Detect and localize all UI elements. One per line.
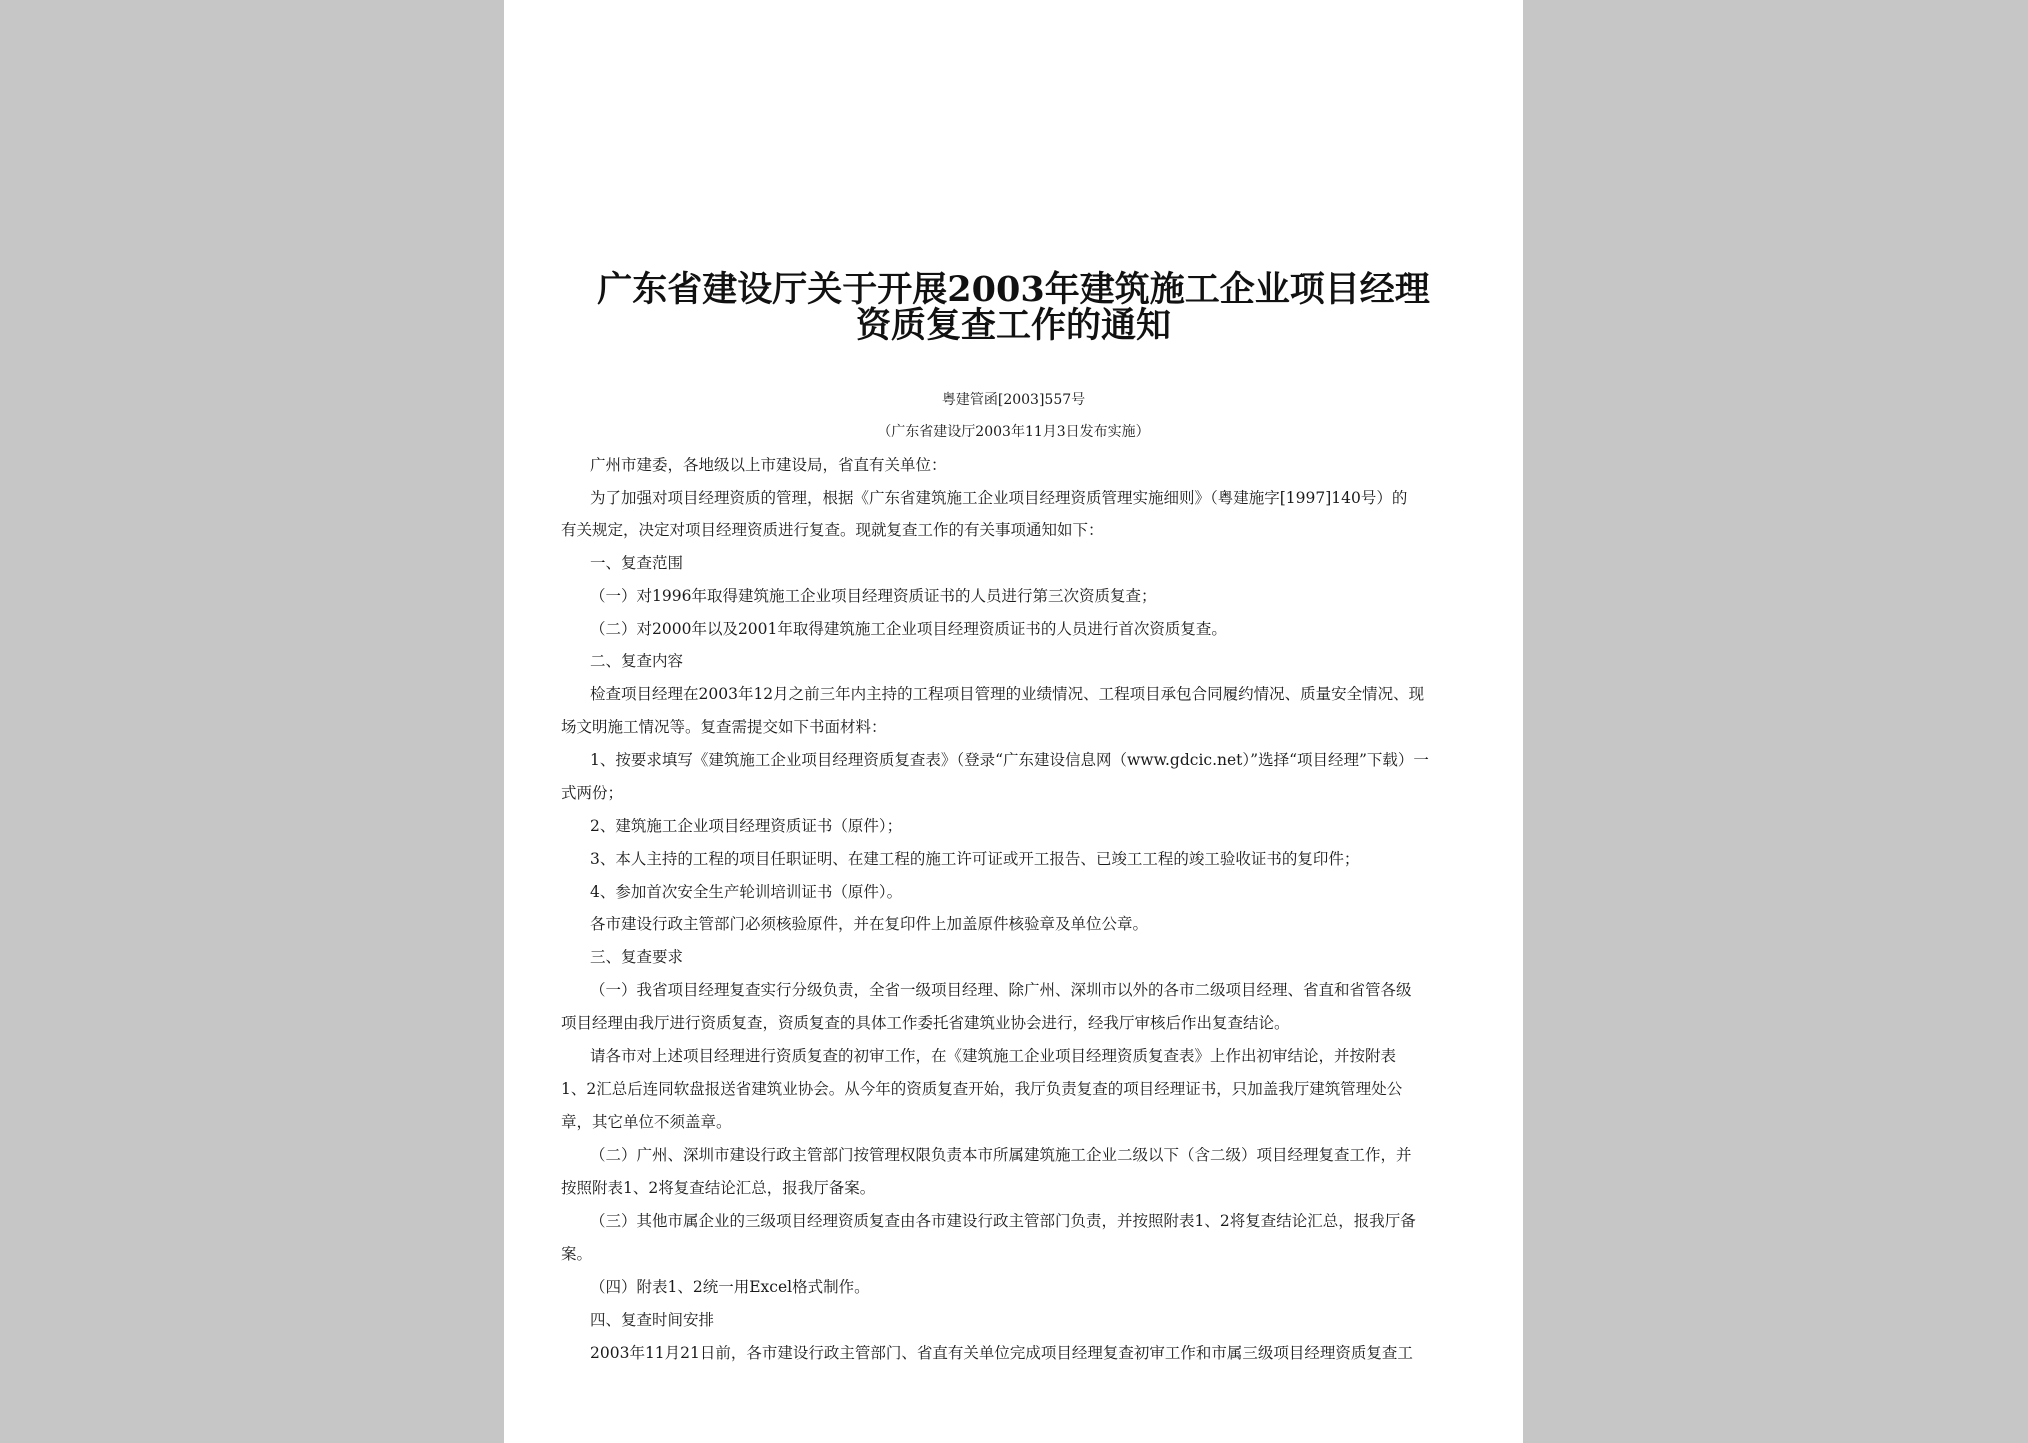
scope-item-2: （二）对2000年以及2001年取得建筑施工企业项目经理资质证书的人员进行首次资质复查。 <box>590 620 1227 638</box>
material-item-3: 3、本人主持的工程的项目任职证明、在建工程的施工许可证或开工报告、已竣工工程的竣工验收证书的复印件； <box>590 850 1360 868</box>
section-heading-scope: 一、复查范围 <box>590 554 684 572</box>
material-item-2: 2、建筑施工企业项目经理资质证书（原件）； <box>590 817 903 835</box>
content-paragraph-line2: 场文明施工情况等。复查需提交如下书面材料： <box>561 718 887 736</box>
requirement-1-line1: （一）我省项目经理复查实行分级负责，全省一级项目经理、除广州、深圳市以外的各市二级项目经理、省直和省管各级 <box>590 981 1412 999</box>
intro-paragraph-line2: 有关规定，决定对项目经理资质进行复查。现就复查工作的有关事项通知如下： <box>561 521 1104 539</box>
material-item-1-line2: 式两份； <box>561 784 624 802</box>
section-heading-requirements: 三、复查要求 <box>590 948 684 966</box>
document-page <box>504 0 1523 1443</box>
requirement-1-sub-line3: 章，其它单位不须盖章。 <box>561 1113 732 1131</box>
requirement-3-line2: 案。 <box>561 1245 593 1263</box>
requirement-1-sub-line2: 1、2汇总后连同软盘报送省建筑业协会。从今年的资质复查开始，我厅负责复查的项目经理证书，只加盖我厅建筑管理处公 <box>561 1080 1403 1098</box>
section-heading-content: 二、复查内容 <box>590 652 684 670</box>
requirement-2-line1: （二）广州、深圳市建设行政主管部门按管理权限负责本市所属建筑施工企业二级以下（含二级）项目经理复查工作，并 <box>590 1146 1412 1164</box>
schedule-paragraph-line1: 2003年11月21日前，各市建设行政主管部门、省直有关单位完成项目经理复查初审工作和市属三级项目经理资质复查工 <box>590 1344 1413 1362</box>
material-item-1-line1: 1、按要求填写《建筑施工企业项目经理资质复查表》（登录“广东建设信息网（www.gdcic.net）”选择“项目经理”下载）一 <box>590 751 1429 769</box>
requirement-4: （四）附表1、2统一用Excel格式制作。 <box>590 1278 870 1296</box>
document-number: 粤建管函[2003]557号 <box>941 392 1086 408</box>
content-paragraph-line1: 检查项目经理在2003年12月之前三年内主持的工程项目管理的业绩情况、工程项目承包合同履约情况、质量安全情况、现 <box>590 685 1425 703</box>
section-heading-schedule: 四、复查时间安排 <box>590 1311 715 1329</box>
verification-note: 各市建设行政主管部门必须核验原件，并在复印件上加盖原件核验章及单位公章。 <box>590 915 1149 933</box>
addressee: 广州市建委，各地级以上市建设局，省直有关单位： <box>590 456 947 474</box>
intro-paragraph-line1: 为了加强对项目经理资质的管理，根据《广东省建筑施工企业项目经理资质管理实施细则》（粤建施字[1997]140号）的 <box>590 489 1408 507</box>
viewer-background-left <box>0 0 504 1443</box>
material-item-4: 4、参加首次安全生产轮训培训证书（原件）。 <box>590 883 903 901</box>
document-title-line1: 广东省建设厅关于开展2003年建筑施工企业项目经理 <box>597 269 1430 310</box>
document-title-line2: 资质复查工作的通知 <box>855 305 1171 346</box>
requirement-1-line2: 项目经理由我厅进行资质复查，资质复查的具体工作委托省建筑业协会进行，经我厅审核后作出复查结论。 <box>561 1014 1290 1032</box>
scope-item-1: （一）对1996年取得建筑施工企业项目经理资质证书的人员进行第三次资质复查； <box>590 587 1157 605</box>
requirement-2-line2: 按照附表1、2将复查结论汇总，报我厅备案。 <box>561 1179 876 1197</box>
issue-note: （广东省建设厅2003年11月3日发布实施） <box>877 424 1150 440</box>
requirement-1-sub-line1: 请各市对上述项目经理进行资质复查的初审工作，在《建筑施工企业项目经理资质复查表》上作出初审结论，并按附表 <box>590 1047 1397 1065</box>
viewer-background-right <box>1523 0 2028 1443</box>
requirement-3-line1: （三）其他市属企业的三级项目经理资质复查由各市建设行政主管部门负责，并按照附表1、2将复查结论汇总，报我厅备 <box>590 1212 1416 1230</box>
